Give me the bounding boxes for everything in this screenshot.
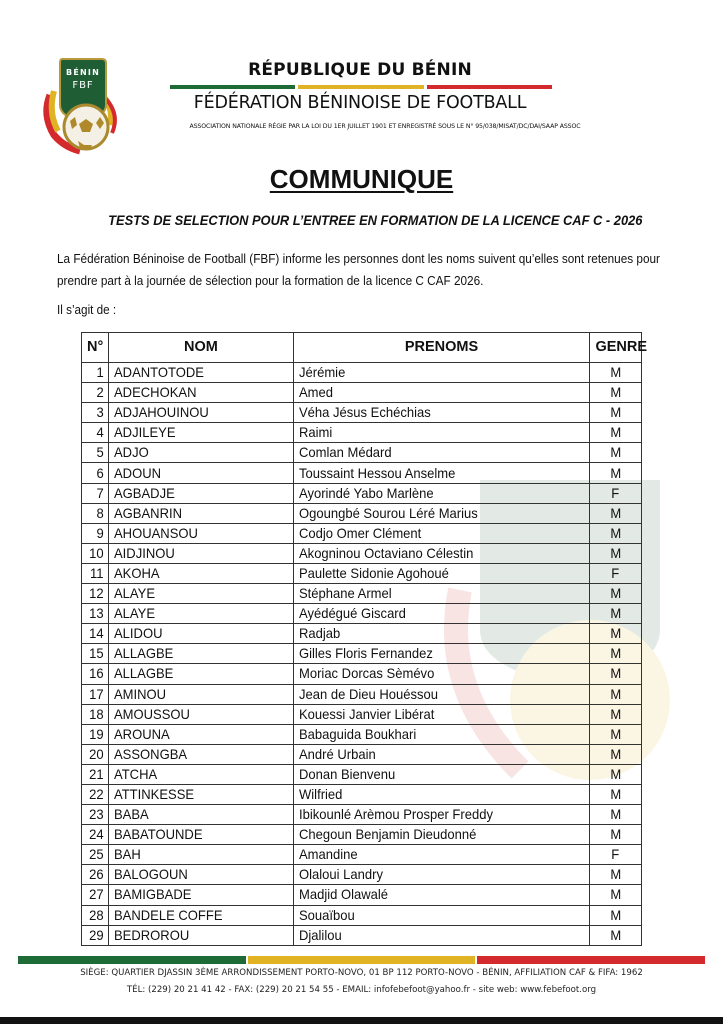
row-genre-text: M bbox=[610, 424, 622, 441]
federation-name: FÉDÉRATION BÉNINOISE DE FOOTBALL bbox=[193, 93, 527, 113]
row-nom bbox=[109, 523, 293, 543]
row-genre bbox=[590, 363, 642, 383]
row-prenoms-text: Kouessi Janvier Libérat bbox=[298, 705, 434, 722]
row-prenoms bbox=[293, 744, 590, 764]
row-number-text: 20 bbox=[88, 745, 104, 762]
row-prenoms-text: Toussaint Hessou Anselme bbox=[298, 464, 455, 481]
row-nom bbox=[109, 865, 293, 885]
footer-contact: TÉL: (229) 20 21 41 42 - FAX: (229) 20 21 54 55 - EMAIL: infofebefoot@yahoo.fr - site web: www.febefoot.org bbox=[126, 985, 597, 995]
row-genre-text: M bbox=[610, 926, 622, 943]
table-row bbox=[82, 523, 642, 543]
row-number bbox=[82, 383, 109, 403]
row-genre-text: M bbox=[610, 866, 622, 883]
table-row bbox=[82, 403, 642, 423]
table-row bbox=[82, 443, 642, 463]
row-number-text: 1 bbox=[96, 364, 104, 381]
row-genre-text: M bbox=[610, 725, 622, 742]
table-row bbox=[82, 865, 642, 885]
row-prenoms bbox=[293, 443, 590, 463]
row-nom bbox=[109, 604, 293, 624]
row-prenoms-text: Ayorindé Yabo Marlène bbox=[298, 484, 434, 501]
row-nom-text: AROUNA bbox=[114, 725, 171, 742]
row-number-text: 4 bbox=[96, 424, 104, 441]
row-genre-text: M bbox=[610, 786, 622, 803]
row-number-text: 10 bbox=[88, 544, 104, 561]
row-number-text: 24 bbox=[88, 826, 104, 843]
intro-line-1: La Fédération Béninoise de Football (FBF) informe les personnes dont les noms suivent qu’elles sont retenues pour bbox=[57, 251, 660, 266]
row-genre-text: M bbox=[610, 585, 622, 602]
row-genre-text: M bbox=[610, 504, 622, 521]
row-prenoms bbox=[293, 503, 590, 523]
row-nom bbox=[109, 925, 293, 945]
row-nom-text: ALLAGBE bbox=[114, 665, 174, 682]
row-nom-text: BANDELE COFFE bbox=[114, 906, 223, 923]
table-row bbox=[82, 383, 642, 403]
row-nom-text: AHOUANSOU bbox=[114, 524, 199, 541]
row-nom bbox=[109, 443, 293, 463]
row-prenoms-text: Madjid Olawalé bbox=[298, 886, 388, 903]
row-number bbox=[82, 764, 109, 784]
row-prenoms bbox=[293, 383, 590, 403]
row-nom-text: AIDJINOU bbox=[114, 544, 176, 561]
column-header-number: N° bbox=[82, 333, 109, 363]
table-row bbox=[82, 805, 642, 825]
footer-bar-green bbox=[18, 956, 246, 964]
row-prenoms-text: Chegoun Benjamin Dieudonné bbox=[298, 826, 476, 843]
row-number bbox=[82, 423, 109, 443]
row-nom-text: ALAYE bbox=[114, 585, 156, 602]
row-nom bbox=[109, 784, 293, 804]
row-nom-text: BAH bbox=[114, 846, 142, 863]
row-nom-text: ADJILEYE bbox=[114, 424, 176, 441]
row-number-text: 6 bbox=[96, 464, 104, 481]
row-prenoms-text: Akogninou Octaviano Célestin bbox=[298, 544, 473, 561]
row-genre bbox=[590, 423, 642, 443]
row-prenoms-text: Jérémie bbox=[298, 364, 345, 381]
row-genre-text: F bbox=[611, 846, 620, 863]
row-nom bbox=[109, 423, 293, 443]
row-genre-text: M bbox=[610, 544, 622, 561]
row-nom-text: AGBANRIN bbox=[114, 504, 183, 521]
row-number bbox=[82, 724, 109, 744]
row-nom-text: BABATOUNDE bbox=[114, 826, 203, 843]
row-prenoms bbox=[293, 764, 590, 784]
row-nom bbox=[109, 624, 293, 644]
row-prenoms bbox=[293, 784, 590, 804]
row-number bbox=[82, 644, 109, 664]
row-genre bbox=[590, 784, 642, 804]
row-genre-text: M bbox=[610, 705, 622, 722]
row-prenoms-text: Amed bbox=[298, 384, 333, 401]
row-prenoms-text: Comlan Médard bbox=[298, 444, 392, 461]
row-genre-text: M bbox=[610, 806, 622, 823]
column-header-prenoms: PRENOMS bbox=[293, 333, 590, 363]
table-row bbox=[82, 684, 642, 704]
row-prenoms bbox=[293, 724, 590, 744]
column-header-nom: NOM bbox=[109, 333, 293, 363]
row-number-text: 11 bbox=[89, 564, 104, 581]
table-row bbox=[82, 363, 642, 383]
table-row bbox=[82, 503, 642, 523]
row-genre-text: M bbox=[610, 444, 622, 461]
row-nom bbox=[109, 644, 293, 664]
row-number bbox=[82, 584, 109, 604]
row-prenoms-text: André Urbain bbox=[298, 745, 376, 762]
row-nom bbox=[109, 885, 293, 905]
row-genre-text: M bbox=[610, 364, 622, 381]
row-number bbox=[82, 403, 109, 423]
table-row bbox=[82, 784, 642, 804]
table-row bbox=[82, 825, 642, 845]
row-prenoms bbox=[293, 684, 590, 704]
flag-bar-red bbox=[427, 85, 552, 89]
row-number-text: 2 bbox=[96, 384, 104, 401]
row-genre bbox=[590, 584, 642, 604]
row-nom-text: BALOGOUN bbox=[114, 866, 189, 883]
row-prenoms bbox=[293, 825, 590, 845]
row-prenoms bbox=[293, 644, 590, 664]
list-lead-text: Il s’agit de : bbox=[57, 302, 117, 317]
row-nom bbox=[109, 825, 293, 845]
row-genre bbox=[590, 905, 642, 925]
table-row bbox=[82, 463, 642, 483]
row-number-text: 12 bbox=[88, 585, 104, 602]
row-genre bbox=[590, 604, 642, 624]
row-prenoms bbox=[293, 865, 590, 885]
row-nom bbox=[109, 664, 293, 684]
row-number bbox=[82, 845, 109, 865]
row-nom-text: ALAYE bbox=[114, 605, 156, 622]
row-prenoms-text: Souaïbou bbox=[298, 906, 355, 923]
row-genre bbox=[590, 443, 642, 463]
row-nom bbox=[109, 463, 293, 483]
row-genre bbox=[590, 724, 642, 744]
row-prenoms-text: Ibikounlé Arèmou Prosper Freddy bbox=[298, 806, 493, 823]
row-nom bbox=[109, 905, 293, 925]
row-number-text: 15 bbox=[88, 645, 104, 662]
row-nom bbox=[109, 563, 293, 583]
row-number bbox=[82, 563, 109, 583]
row-genre bbox=[590, 764, 642, 784]
row-nom bbox=[109, 584, 293, 604]
row-nom bbox=[109, 724, 293, 744]
table-row bbox=[82, 644, 642, 664]
country-title: RÉPUBLIQUE DU BÉNIN bbox=[248, 60, 472, 80]
row-nom-text: BEDROROU bbox=[114, 926, 190, 943]
row-genre bbox=[590, 644, 642, 664]
table-row bbox=[82, 764, 642, 784]
row-genre bbox=[590, 563, 642, 583]
row-genre-text: M bbox=[610, 524, 622, 541]
row-number bbox=[82, 744, 109, 764]
table-row bbox=[82, 744, 642, 764]
row-genre-text: M bbox=[610, 886, 622, 903]
row-number-text: 27 bbox=[88, 886, 104, 903]
row-genre bbox=[590, 684, 642, 704]
row-nom-text: ADOUN bbox=[114, 464, 162, 481]
row-genre bbox=[590, 383, 642, 403]
row-genre bbox=[590, 704, 642, 724]
logo-bottom-text: FBF bbox=[72, 80, 94, 91]
row-number bbox=[82, 684, 109, 704]
row-nom-text: ADJO bbox=[114, 444, 150, 461]
row-genre bbox=[590, 543, 642, 563]
row-genre-text: M bbox=[610, 665, 622, 682]
row-prenoms bbox=[293, 624, 590, 644]
flag-bar-green bbox=[170, 85, 295, 89]
row-genre bbox=[590, 744, 642, 764]
bottom-band bbox=[0, 1017, 723, 1024]
table-row bbox=[82, 664, 642, 684]
row-genre bbox=[590, 523, 642, 543]
row-prenoms bbox=[293, 664, 590, 684]
footer-bar-yellow bbox=[248, 956, 476, 964]
row-number-text: 18 bbox=[88, 705, 104, 722]
row-genre bbox=[590, 925, 642, 945]
row-nom-text: AMOUSSOU bbox=[114, 705, 191, 722]
row-genre-text: M bbox=[610, 605, 622, 622]
row-genre-text: M bbox=[610, 745, 622, 762]
row-number-text: 21 bbox=[88, 765, 104, 782]
row-prenoms-text: Stéphane Armel bbox=[298, 585, 392, 602]
row-prenoms bbox=[293, 423, 590, 443]
row-genre bbox=[590, 865, 642, 885]
row-nom-text: AGBADJE bbox=[114, 484, 176, 501]
footer-flag-bars bbox=[18, 956, 705, 964]
table-row bbox=[82, 563, 642, 583]
row-prenoms bbox=[293, 403, 590, 423]
row-genre bbox=[590, 845, 642, 865]
row-prenoms-text: Wilfried bbox=[298, 786, 342, 803]
document-title: COMMUNIQUE bbox=[269, 164, 454, 194]
row-genre bbox=[590, 483, 642, 503]
row-number-text: 25 bbox=[88, 846, 104, 863]
table-body bbox=[82, 363, 642, 946]
row-number bbox=[82, 463, 109, 483]
row-prenoms bbox=[293, 523, 590, 543]
row-nom bbox=[109, 744, 293, 764]
row-prenoms bbox=[293, 483, 590, 503]
row-genre bbox=[590, 624, 642, 644]
row-genre-text: M bbox=[610, 645, 622, 662]
row-number bbox=[82, 664, 109, 684]
row-nom bbox=[109, 403, 293, 423]
row-prenoms bbox=[293, 584, 590, 604]
table-row bbox=[82, 724, 642, 744]
row-number-text: 28 bbox=[88, 906, 104, 923]
row-nom bbox=[109, 543, 293, 563]
row-nom-text: ADECHOKAN bbox=[114, 384, 197, 401]
row-number bbox=[82, 704, 109, 724]
row-number bbox=[82, 885, 109, 905]
row-number bbox=[82, 905, 109, 925]
row-nom bbox=[109, 483, 293, 503]
row-genre bbox=[590, 805, 642, 825]
candidates-table bbox=[81, 332, 648, 946]
row-number bbox=[82, 825, 109, 845]
row-prenoms bbox=[293, 363, 590, 383]
row-nom bbox=[109, 805, 293, 825]
intro-paragraph bbox=[57, 248, 667, 292]
table-header-row bbox=[82, 333, 642, 363]
row-number-text: 19 bbox=[88, 725, 104, 742]
row-genre-text: F bbox=[611, 564, 620, 581]
row-number-text: 16 bbox=[88, 665, 104, 682]
row-genre-text: M bbox=[610, 464, 622, 481]
row-number bbox=[82, 604, 109, 624]
row-nom-text: ALIDOU bbox=[114, 625, 163, 642]
row-prenoms-text: Amandine bbox=[298, 846, 358, 863]
row-prenoms bbox=[293, 543, 590, 563]
row-number-text: 14 bbox=[88, 625, 104, 642]
table-row bbox=[82, 624, 642, 644]
row-genre-text: M bbox=[610, 404, 622, 421]
row-nom bbox=[109, 845, 293, 865]
row-nom-text: ADANTOTODE bbox=[114, 364, 205, 381]
row-prenoms-text: Véha Jésus Echéchias bbox=[298, 404, 431, 421]
row-nom bbox=[109, 503, 293, 523]
row-number-text: 29 bbox=[88, 926, 104, 943]
row-genre-text: M bbox=[610, 685, 622, 702]
flag-bar-yellow bbox=[298, 85, 423, 89]
row-number-text: 26 bbox=[88, 866, 104, 883]
table-row bbox=[82, 885, 642, 905]
row-prenoms-text: Paulette Sidonie Agohoué bbox=[298, 564, 449, 581]
row-genre bbox=[590, 885, 642, 905]
table-row bbox=[82, 845, 642, 865]
row-nom-text: BABA bbox=[114, 806, 150, 823]
row-prenoms bbox=[293, 885, 590, 905]
row-number-text: 13 bbox=[88, 605, 104, 622]
document-subtitle: TESTS DE SELECTION POUR L’ENTREE EN FORMATION DE LA LICENCE CAF C - 2026 bbox=[108, 212, 643, 228]
table-row bbox=[82, 925, 642, 945]
table-row bbox=[82, 423, 642, 443]
row-number-text: 22 bbox=[88, 786, 104, 803]
row-genre-text: M bbox=[610, 826, 622, 843]
row-number bbox=[82, 503, 109, 523]
row-number-text: 17 bbox=[88, 685, 104, 702]
fbf-logo-icon bbox=[40, 55, 122, 155]
row-prenoms bbox=[293, 905, 590, 925]
row-nom-text: ALLAGBE bbox=[114, 645, 174, 662]
row-number bbox=[82, 523, 109, 543]
row-prenoms bbox=[293, 805, 590, 825]
intro-line-2: prendre part à la journée de sélection pour la formation de la licence C CAF 2026. bbox=[57, 273, 484, 288]
row-prenoms-text: Olaloui Landry bbox=[298, 866, 383, 883]
row-genre bbox=[590, 664, 642, 684]
row-number bbox=[82, 363, 109, 383]
row-number bbox=[82, 784, 109, 804]
row-number bbox=[82, 925, 109, 945]
header-flag-bars bbox=[170, 85, 552, 89]
row-number bbox=[82, 543, 109, 563]
row-prenoms bbox=[293, 845, 590, 865]
column-header-genre: GENRE bbox=[590, 333, 642, 363]
footer-bar-red bbox=[477, 956, 705, 964]
row-prenoms-text: Radjab bbox=[298, 625, 340, 642]
row-nom-text: ATTINKESSE bbox=[114, 786, 195, 803]
row-prenoms-text: Donan Bienvenu bbox=[298, 765, 395, 782]
row-genre bbox=[590, 825, 642, 845]
row-prenoms-text: Jean de Dieu Houéssou bbox=[298, 685, 438, 702]
row-prenoms-text: Ayédégué Giscard bbox=[298, 605, 406, 622]
row-number-text: 5 bbox=[96, 444, 104, 461]
logo-top-text: BÉNIN bbox=[66, 68, 100, 77]
row-genre-text: M bbox=[610, 625, 622, 642]
row-prenoms bbox=[293, 563, 590, 583]
row-prenoms-text: Raimi bbox=[298, 424, 332, 441]
row-nom bbox=[109, 363, 293, 383]
table-row bbox=[82, 905, 642, 925]
footer-address: SIÈGE: QUARTIER DJASSIN 3ÈME ARRONDISSEMENT PORTO-NOVO, 01 BP 112 PORTO-NOVO - BÉNIN, AFFILIATION CAF & FIFA: 1962 bbox=[80, 968, 643, 978]
row-nom-text: ASSONGBA bbox=[114, 745, 188, 762]
row-nom bbox=[109, 684, 293, 704]
row-genre bbox=[590, 503, 642, 523]
row-nom-text: AMINOU bbox=[114, 685, 167, 702]
row-genre-text: M bbox=[610, 765, 622, 782]
row-number bbox=[82, 624, 109, 644]
row-number-text: 23 bbox=[88, 806, 104, 823]
table-row bbox=[82, 584, 642, 604]
row-prenoms-text: Babaguida Boukhari bbox=[298, 725, 416, 742]
row-number-text: 9 bbox=[96, 524, 104, 541]
row-number-text: 8 bbox=[96, 504, 104, 521]
row-prenoms bbox=[293, 463, 590, 483]
row-genre-text: M bbox=[610, 384, 622, 401]
row-nom-text: ATCHA bbox=[114, 765, 158, 782]
row-number bbox=[82, 865, 109, 885]
row-nom-text: BAMIGBADE bbox=[114, 886, 192, 903]
table-row bbox=[82, 543, 642, 563]
row-number-text: 3 bbox=[96, 404, 104, 421]
association-note: ASSOCIATION NATIONALE RÉGIE PAR LA LOI DU 1ER JUILLET 1901 ET ENREGISTRÉ SOUS LE N° 95/038/MISAT/DC/DAI/SAAP ASSOC bbox=[189, 123, 581, 130]
row-prenoms-text: Ogoungbé Sourou Léré Marius bbox=[298, 504, 478, 521]
row-prenoms-text: Gilles Floris Fernandez bbox=[298, 645, 433, 662]
row-genre-text: M bbox=[610, 906, 622, 923]
row-nom-text: ADJAHOUINOU bbox=[114, 404, 210, 421]
row-prenoms bbox=[293, 704, 590, 724]
row-nom bbox=[109, 704, 293, 724]
row-prenoms bbox=[293, 925, 590, 945]
row-nom bbox=[109, 383, 293, 403]
row-nom bbox=[109, 764, 293, 784]
row-genre bbox=[590, 403, 642, 423]
row-number-text: 7 bbox=[96, 484, 104, 501]
row-genre-text: F bbox=[611, 484, 620, 501]
row-genre bbox=[590, 463, 642, 483]
row-prenoms-text: Djalilou bbox=[298, 926, 342, 943]
row-nom-text: AKOHA bbox=[114, 564, 160, 581]
table-row bbox=[82, 704, 642, 724]
row-prenoms bbox=[293, 604, 590, 624]
row-number bbox=[82, 443, 109, 463]
table-row bbox=[82, 483, 642, 503]
row-number bbox=[82, 483, 109, 503]
row-prenoms-text: Moriac Dorcas Sèmévo bbox=[298, 665, 434, 682]
row-number bbox=[82, 805, 109, 825]
table-row bbox=[82, 604, 642, 624]
row-prenoms-text: Codjo Omer Clément bbox=[298, 524, 421, 541]
